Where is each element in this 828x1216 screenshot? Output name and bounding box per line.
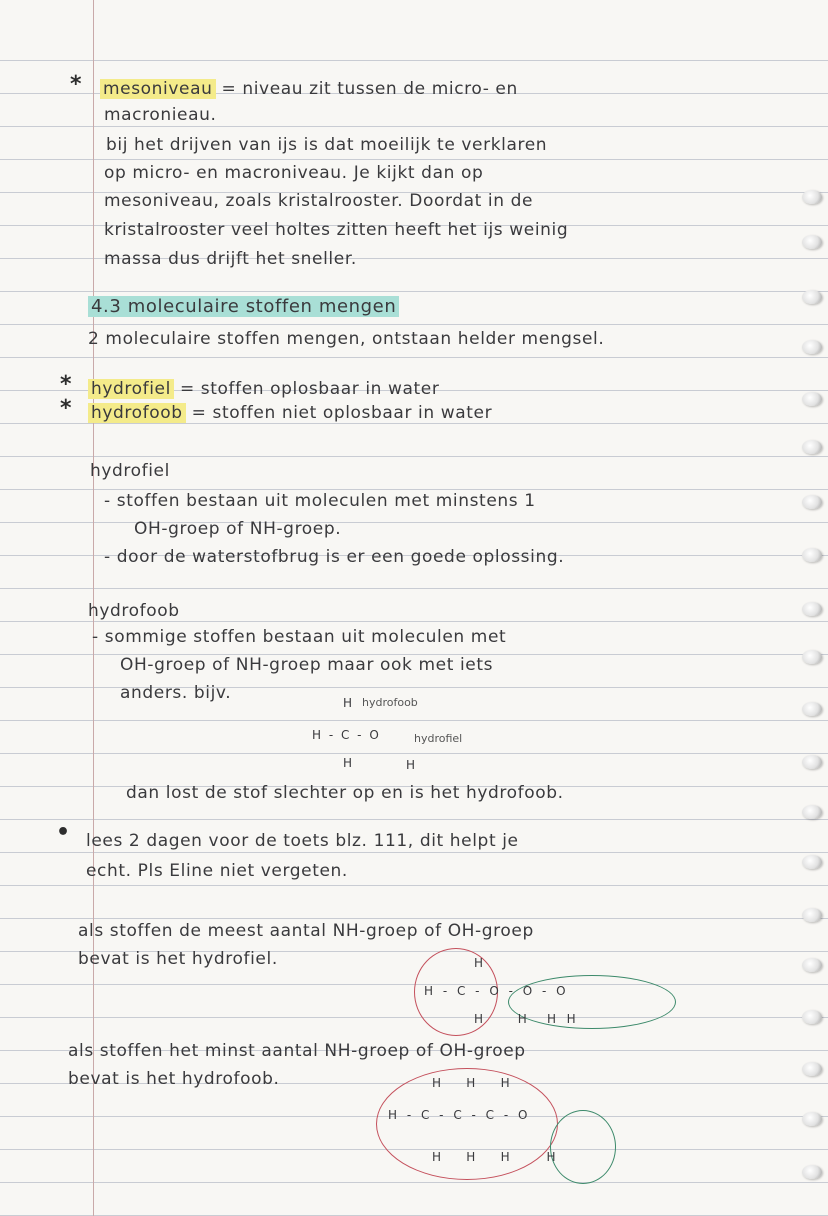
atom-h: H [474,956,484,970]
note-line: mesoniveau, zoals kristalrooster. Doordat in de [104,191,534,211]
binder-hole [802,755,822,769]
binder-hole [802,1010,822,1024]
reminder-line: lees 2 dagen voor de toets blz. 111, dit helpt je [86,831,519,851]
binder-hole [802,958,822,972]
definition-text: = niveau zit tussen de micro- en [221,79,518,99]
note-line: bij het drijven van ijs is dat moeilijk te verklaren [106,135,548,155]
section-heading-text: 4.3 moleculaire stoffen mengen [88,296,399,317]
structure-row: H H H [432,1076,512,1090]
definition-text: = stoffen niet oplosbaar in water [191,403,493,423]
star-marker: * [60,372,72,397]
note-line: OH-groep of NH-groep maar ook met iets [120,655,494,675]
binder-hole [802,702,822,716]
binder-hole [802,548,822,562]
definition-hydrofiel [88,378,439,400]
label-hydrofoob: hydrofoob [362,696,418,709]
atom-h: H [343,696,353,710]
note-line: - sommige stoffen bestaan uit moleculen met [92,627,507,647]
mesoniveau-definition [100,78,518,100]
rule-line: als stoffen het minst aantal NH-groep of OH-groep [68,1041,526,1061]
rule-line: bevat is het hydrofoob. [68,1069,280,1089]
atom-h: H [406,758,416,772]
structure-row: H - C - C - C - O [388,1108,531,1122]
binder-hole [802,392,822,406]
binder-hole [802,1112,822,1126]
binder-hole [802,1062,822,1076]
circle-hydrofiel [550,1110,616,1184]
block-title-hydrofiel: hydrofiel [90,461,170,481]
structure-row: H H H H [474,1012,577,1026]
binder-hole [802,602,822,616]
binder-hole [802,1165,822,1179]
note-line: - door de waterstofbrug is er een goede oplossing. [104,547,565,567]
note-line: kristalrooster veel holtes zitten heeft het ijs weinig [104,220,569,240]
structure-row: H H H H [432,1150,558,1164]
term-hydrofiel: hydrofiel [88,379,174,399]
note-line: massa dus drijft het sneller. [104,249,357,269]
rule-line: als stoffen de meest aantal NH-groep of OH-groep [78,921,534,941]
note-line: - stoffen bestaan uit moleculen met minstens 1 [104,491,536,511]
section-line: 2 moleculaire stoffen mengen, ontstaan helder mengsel. [88,329,605,349]
note-line: dan lost de stof slechter op en is het hydrofoob. [126,783,564,803]
binder-hole [802,908,822,922]
atom-h: H [343,756,353,770]
binder-hole [802,495,822,509]
binder-hole [802,805,822,819]
structure-row: H - C - O [312,728,381,742]
definition-text: = stoffen oplosbaar in water [179,379,440,399]
binder-hole [802,340,822,354]
binder-hole [802,650,822,664]
term-hydrofoob: hydrofoob [88,403,186,423]
binder-hole [802,855,822,869]
note-line: OH-groep of NH-groep. [134,519,342,539]
binder-hole [802,290,822,304]
reminder-line: echt. Pls Eline niet vergeten. [86,861,348,881]
star-marker: * [60,396,72,421]
label-hydrofiel: hydrofiel [414,732,463,745]
binder-hole [802,440,822,454]
note-line: op micro- en macroniveau. Je kijkt dan op [104,163,484,183]
binder-hole [802,190,822,204]
binder-hole [802,235,822,249]
term-mesoniveau: mesoniveau [100,79,216,99]
section-heading [88,296,399,318]
structure-row: H - C - O - O - O [424,984,569,998]
definition-hydrofoob [88,402,492,424]
bullet-marker: • [56,820,71,845]
star-marker: * [70,72,82,97]
rule-line: bevat is het hydrofiel. [78,949,278,969]
note-line: anders. bijv. [120,683,232,703]
block-title-hydrofoob: hydrofoob [88,601,180,621]
definition-text-cont: macronieau. [104,105,217,125]
